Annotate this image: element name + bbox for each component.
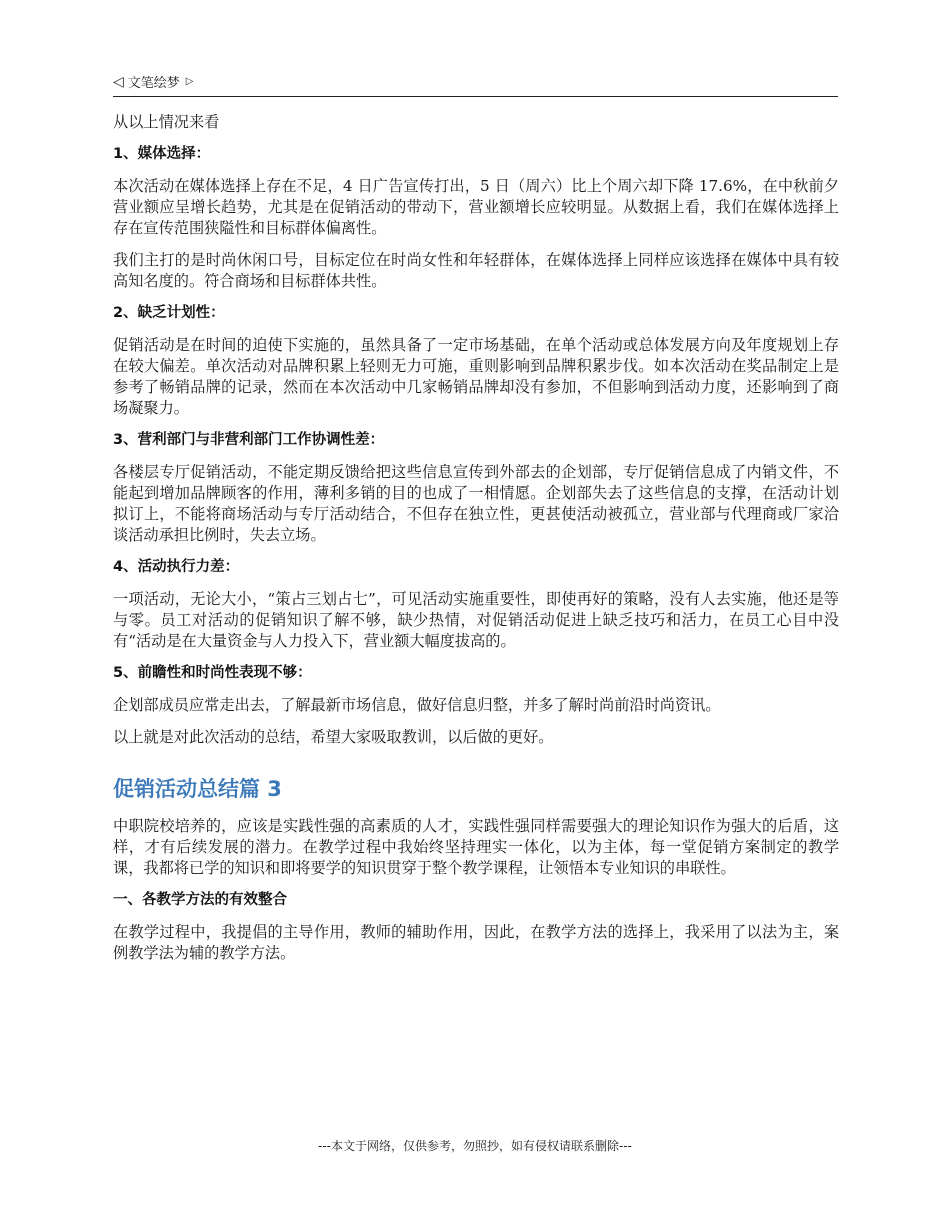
section-title: 促销活动总结篇 3	[113, 777, 282, 801]
brand	[113, 72, 194, 91]
heading-coordination: 3、营利部门与非营利部门工作协调性差：	[113, 432, 385, 448]
paragraph-media-1: 本次活动在媒体选择上存在不足，4 日广告宣传打出，5 日（周六）比上个周六却下降 17.6%，在中秋前夕营业额应呈增长趋势，尤其是在促销活动的带动下，营业额增长应较明显。从数据上看，我们在媒体选择上存在宣传范围狭隘性和目标群体偏离性。	[113, 177, 839, 237]
heading-foresight: 5、前瞻性和时尚性表现不够：	[113, 665, 312, 681]
document-body	[113, 112, 839, 975]
paragraph-execution: 一项活动，无论大小，“策占三划占七”，可见活动实施重要性，即使再好的策略，没有人去实施，他还是等与零。员工对活动的促销知识了解不够，缺少热情，对促销活动促进上缺乏技巧和活力，在员工心目中没有“活动是在大量资金与人力投入下，营业额大幅度拔高的。	[113, 590, 839, 650]
heading-execution: 4、活动执行力差：	[113, 559, 240, 575]
heading-planning: 2、缺乏计划性：	[113, 305, 225, 321]
triangle-right-icon: ▷	[185, 75, 194, 87]
paragraph-teaching-methods: 在教学过程中，我提倡的主导作用，教师的辅助作用，因此，在教学方法的选择上，我采用了以法为主，案例教学法为辅的教学方法。	[113, 923, 839, 962]
paragraph-coordination: 各楼层专厅促销活动，不能定期反馈给把这些信息宣传到外部去的企划部，专厅促销信息成了内销文件，不能起到增加品牌顾客的作用，薄利多销的目的也成了一相情愿。企划部失去了这些信息的支撑，在活动计划拟订上，不能将商场活动与专厅活动结合，不但存在独立性，更甚使活动被孤立，营业部与代理商或厂家洽谈活动承担比例时，失去立场。	[113, 463, 839, 544]
page-header	[113, 70, 838, 97]
footer-notice: ---本文于网络，仅供参考，勿照抄，如有侵权请联系删除---	[318, 1139, 632, 1153]
paragraph-conclusion: 以上就是对此次活动的总结，希望大家吸取教训，以后做的更好。	[113, 728, 554, 746]
brand-name: 文笔绘梦	[127, 76, 180, 91]
paragraph-foresight: 企划部成员应常走出去，了解最新市场信息，做好信息归整，并多了解时尚前沿时尚资讯。	[113, 696, 721, 714]
paragraph-planning: 促销活动是在时间的迫使下实施的，虽然具备了一定市场基础，在单个活动或总体发展方向及年度规划上存在较大偏差。单次活动对品牌积累上轻则无力可施，重则影响到品牌积累步伐。如本次活动在奖品制定上是参考了畅销品牌的记录，然而在本次活动中几家畅销品牌却没有参加，不但影响到活动力度，还影响到了商场凝聚力。	[113, 336, 839, 417]
paragraph-media-2: 我们主打的是时尚休闲口号，目标定位在时尚女性和年轻群体，在媒体选择上同样应该选择在媒体中具有较高知名度的。符合商场和目标群体共性。	[113, 251, 839, 290]
paragraph-section-intro: 中职院校培养的，应该是实践性强的高素质的人才，实践性强同样需要强大的理论知识作为强大的后盾，这样，才有后续发展的潜力。在教学过程中我始终坚持理实一体化，以为主体，每一堂促销方案制定的教学课，我都将已学的知识和即将要学的知识贯穿于整个教学课程，让领悟本专业知识的串联性。	[113, 817, 839, 877]
heading-teaching-methods: 一、各教学方法的有效整合	[113, 892, 287, 908]
triangle-left-icon: ◁	[113, 73, 124, 90]
heading-media-choice: 1、媒体选择：	[113, 146, 211, 162]
intro-text: 从以上情况来看	[113, 113, 220, 131]
